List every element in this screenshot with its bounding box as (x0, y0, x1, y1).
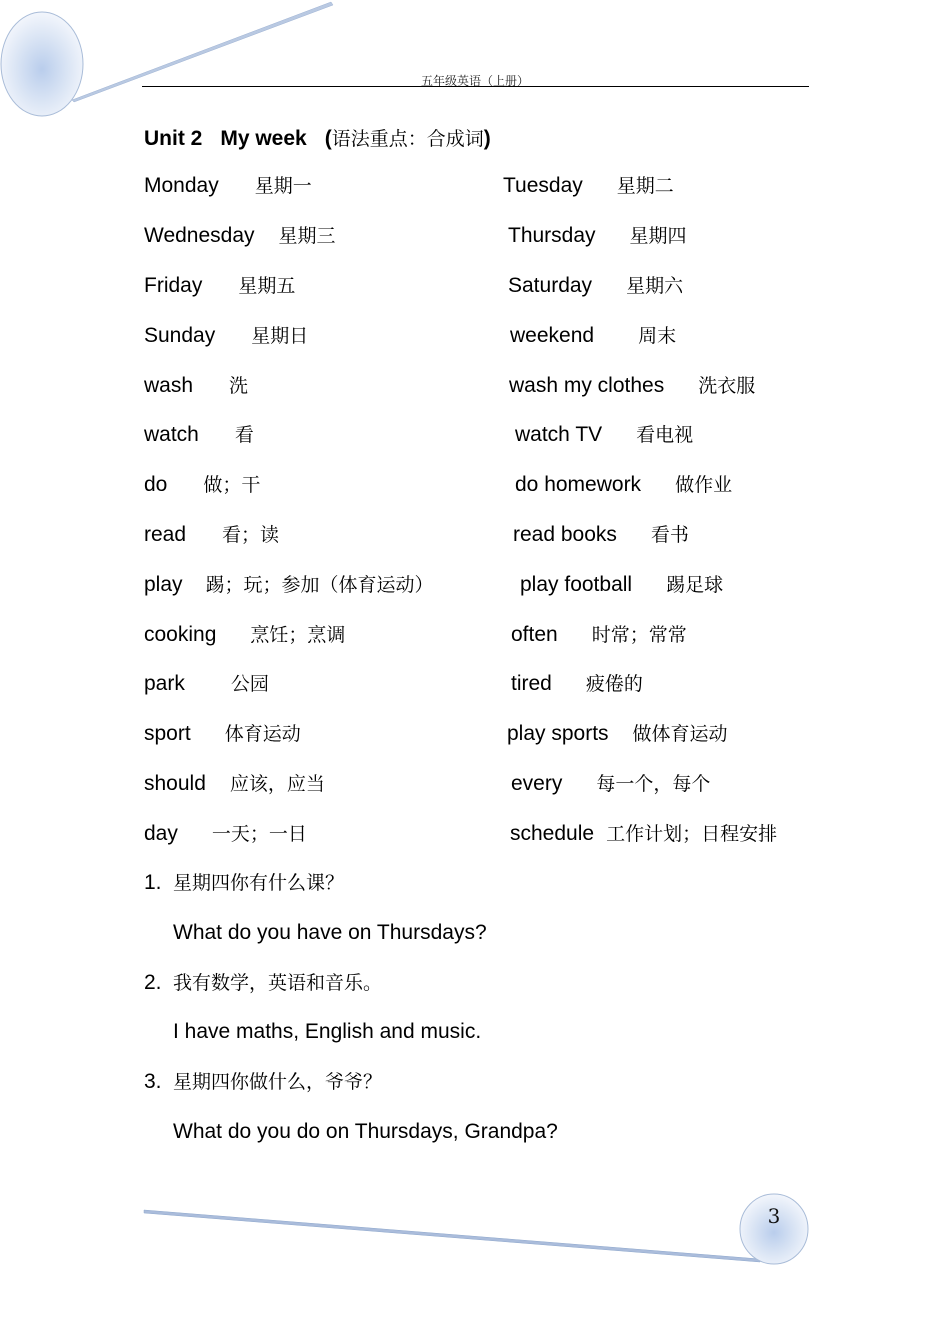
header-circle-decoration (1, 12, 83, 116)
sentence-chinese: 星期四你做什么，爷爷？ (173, 1071, 383, 1093)
vocab-left-item: Monday 星期一 (144, 174, 312, 197)
vocab-right-item: tired 疲倦的 (511, 672, 643, 695)
sentence-prompt (144, 969, 382, 997)
vocab-right-item: often 时常；常常 (511, 623, 687, 646)
page-number: 3 (767, 1204, 781, 1228)
vocab-right-item: weekend 周末 (510, 324, 677, 347)
vocab-left-item: Sunday 星期日 (144, 324, 309, 347)
sentence-number: 1. (144, 871, 162, 894)
vocab-right-item: watch TV 看电视 (515, 423, 694, 446)
vocab-right-item: Tuesday 星期二 (503, 174, 674, 197)
vocab-left-item: watch 看 (144, 423, 254, 446)
vocab-left-item: should 应该，应当 (144, 772, 325, 795)
vocab-right-item: wash my clothes 洗衣服 (509, 374, 756, 397)
vocab-right-item: do homework 做作业 (515, 473, 733, 496)
vocab-left-item: do 做；干 (144, 473, 261, 496)
vocab-right-item: Thursday 星期四 (508, 224, 687, 247)
unit-title (144, 124, 491, 151)
vocab-left-item: sport 体育运动 (144, 722, 301, 745)
vocab-right-item: read books 看书 (513, 523, 689, 546)
unit-name: My week (220, 127, 307, 150)
unit-number: Unit 2 (144, 127, 203, 150)
running-header: 五年级英语（上册） (420, 74, 529, 88)
header-rule (142, 86, 809, 87)
title-paren-close: ) (483, 127, 491, 150)
vocab-right-item: schedule 工作计划；日程安排 (510, 822, 778, 845)
vocab-left-item: play 踢；玩；参加（体育运动） (144, 573, 434, 596)
vocab-left-item: wash 洗 (144, 374, 249, 397)
sentence-chinese: 星期四你有什么课？ (173, 872, 345, 894)
vocab-left-item: Friday 星期五 (144, 274, 296, 297)
vocab-left-item: park 公园 (144, 672, 269, 695)
sentence-english: What do you have on Thursdays? (173, 921, 487, 944)
vocab-right-item: play football 踢足球 (520, 573, 724, 596)
sentence-english: I have maths, English and music. (173, 1020, 482, 1043)
sentence-prompt (144, 1068, 382, 1096)
vocab-left-item: cooking 烹饪；烹调 (144, 623, 346, 646)
sentence-number: 2. (144, 971, 162, 994)
sentence-number: 3. (144, 1070, 162, 1093)
vocab-right-item: every 每一个，每个 (511, 772, 711, 795)
vocab-right-item: Saturday 星期六 (508, 274, 684, 297)
vocab-left-item: day 一天；一日 (144, 822, 307, 845)
vocab-left-item: Wednesday 星期三 (144, 224, 336, 247)
vocab-right-item: play sports 做体育运动 (507, 722, 728, 745)
vocab-left-item: read 看；读 (144, 523, 280, 546)
sentence-prompt (144, 869, 344, 897)
sentence-english: What do you do on Thursdays, Grandpa? (173, 1120, 558, 1143)
sentence-chinese: 我有数学，英语和音乐。 (173, 972, 383, 994)
grammar-note: 语法重点：合成词 (331, 128, 484, 150)
title-paren-open: ( (324, 127, 332, 150)
footer-swoosh-decoration (144, 1210, 760, 1262)
